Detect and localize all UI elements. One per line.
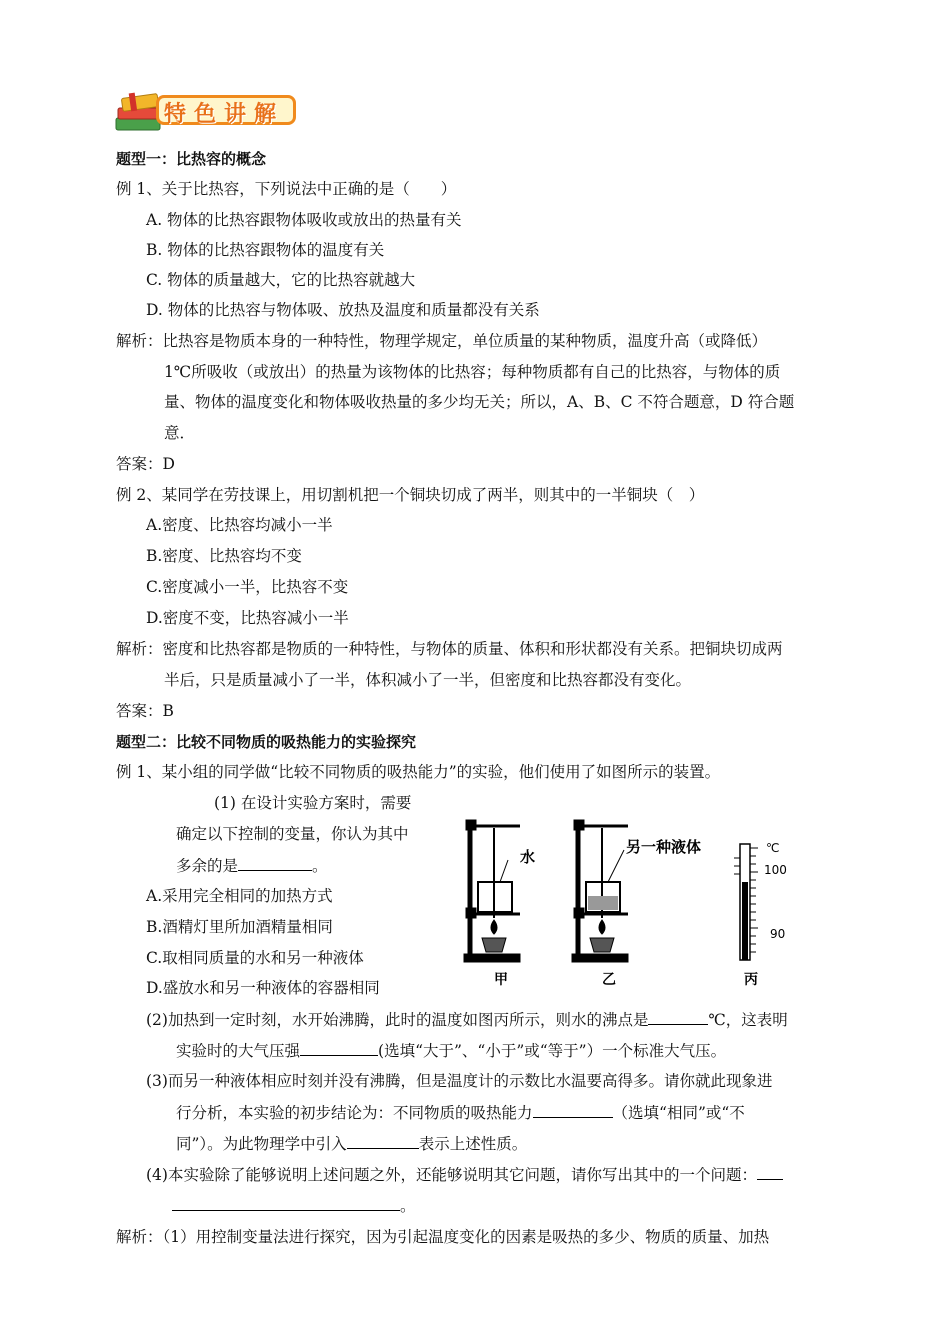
section2-heading: 题型二：比较不同物质的吸热能力的实验探究 <box>116 733 417 751</box>
q3-line-1: (3)而另一种液体相应时刻并没有沸腾，但是温度计的示数比水温要高得多。请你就此现象进 <box>146 1072 773 1090</box>
s2-ex1-question: 例 1、某小组的同学做“比较不同物质的吸热能力”的实验，他们使用了如图所示的装置。 <box>116 763 721 781</box>
q3-line-3: 同”）。为此物理学中引入 表示上述性质。 <box>176 1132 527 1155</box>
q3-blank-ability[interactable] <box>533 1101 613 1118</box>
q1-line-3: 多余的是 。 <box>176 854 328 877</box>
ex1-analysis-4: 意． <box>164 424 196 442</box>
q4-line-2: 。 <box>172 1194 416 1217</box>
ex1-option-b: B. 物体的比热容跟物体的温度有关 <box>146 241 385 259</box>
q2-blank-boiling-point[interactable] <box>648 1008 708 1025</box>
ex1-option-d: D. 物体的比热容与物体吸、放热及温度和质量都没有关系 <box>146 301 540 319</box>
ex2-option-a: A.密度、比热容均减小一半 <box>146 516 333 534</box>
q3-blank-quantity[interactable] <box>347 1132 419 1149</box>
thermo-unit: ℃ <box>766 841 780 855</box>
s2-analysis: 解析：（1）用控制变量法进行探究，因为引起温度变化的因素是吸热的多少、物质的质量、加热 <box>116 1228 770 1246</box>
section1-heading: 题型一：比热容的概念 <box>116 150 267 168</box>
ex2-analysis-1: 解析：密度和比热容都是物质的一种特性，与物体的质量、体积和形状都没有关系。把铜块切成两 <box>116 640 783 658</box>
ex1-analysis-3: 量、物体的温度变化和物体吸收热量的多少均无关；所以，A、B、C 不符合题意，D 符合题 <box>164 393 795 411</box>
q3-line-2: 行分析，本实验的初步结论为：不同物质的吸热能力 （选填“相同”或“不 <box>176 1101 745 1124</box>
section-banner <box>112 88 312 140</box>
q2-line-2: 实验时的大气压强 (选填“大于”、“小于”或“等于”）一个标准大气压。 <box>176 1039 726 1062</box>
ex2-option-c: C.密度减小一半，比热容不变 <box>146 578 349 596</box>
label-other-liquid: 另一种液体 <box>626 838 702 856</box>
q1-line-1: (1) 在设计实验方案时，需要 <box>214 794 412 812</box>
ex2-option-b: B.密度、比热容均不变 <box>146 547 302 565</box>
q1-option-d: D.盛放水和另一种液体的容器相同 <box>146 979 380 997</box>
q4-blank[interactable] <box>172 1194 400 1211</box>
q1-option-b: B.酒精灯里所加酒精量相同 <box>146 918 333 936</box>
q1-option-c: C.取相同质量的水和另一种液体 <box>146 949 364 967</box>
ex1-answer: 答案：D <box>116 455 175 473</box>
ex2-option-d: D.密度不变，比热容减小一半 <box>146 609 349 627</box>
ex1-analysis-1: 解析：比热容是物质本身的一种特性，物理学规定，单位质量的某种物质，温度升高（或降低） <box>116 332 768 350</box>
ex2-answer: 答案：B <box>116 702 174 720</box>
caption-b: 乙 <box>602 972 616 988</box>
q1-option-a: A.采用完全相同的加热方式 <box>146 887 333 905</box>
q4-line-1: (4)本实验除了能够说明上述问题之外，还能够说明其它问题，请你写出其中的一个问题： <box>146 1163 783 1186</box>
q1-line-2: 确定以下控制的变量，你认为其中 <box>176 825 409 843</box>
q2-line-1: (2)加热到一定时刻，水开始沸腾，此时的温度如图丙所示，则水的沸点是 ℃，这表明 <box>146 1008 788 1031</box>
ex1-option-c: C. 物体的质量越大，它的比热容就越大 <box>146 271 416 289</box>
apparatus-diagram <box>458 808 820 988</box>
banner-title: 特色讲解 <box>164 102 285 127</box>
ex1-analysis-2: 1℃所吸收（或放出）的热量为该物体的比热容；每种物质都有自己的比热容，与物体的质 <box>164 363 781 381</box>
ex2-question: 例 2、某同学在劳技课上，用切割机把一个铜块切成了两半，则其中的一半铜块（ ） <box>116 486 705 504</box>
label-water: 水 <box>520 848 536 866</box>
ex2-analysis-2: 半后，只是质量减小了一半，体积减小了一半，但密度和比热容都没有变化。 <box>164 671 692 689</box>
thermo-100: 100 <box>764 863 787 877</box>
caption-a: 甲 <box>494 972 508 988</box>
apparatus-b <box>572 820 628 962</box>
apparatus-a <box>464 820 520 962</box>
ex1-option-a: A. 物体的比热容跟物体吸收或放出的热量有关 <box>146 211 462 229</box>
ex1-question: 例 1、关于比热容，下列说法中正确的是（ ） <box>116 180 457 198</box>
q4-blank-start[interactable] <box>757 1163 783 1180</box>
thermometer <box>734 844 758 960</box>
q1-blank[interactable] <box>238 854 312 871</box>
q2-blank-pressure[interactable] <box>300 1039 378 1056</box>
experiment-figure <box>458 808 820 988</box>
caption-c: 丙 <box>744 972 758 988</box>
thermo-90: 90 <box>770 927 786 941</box>
